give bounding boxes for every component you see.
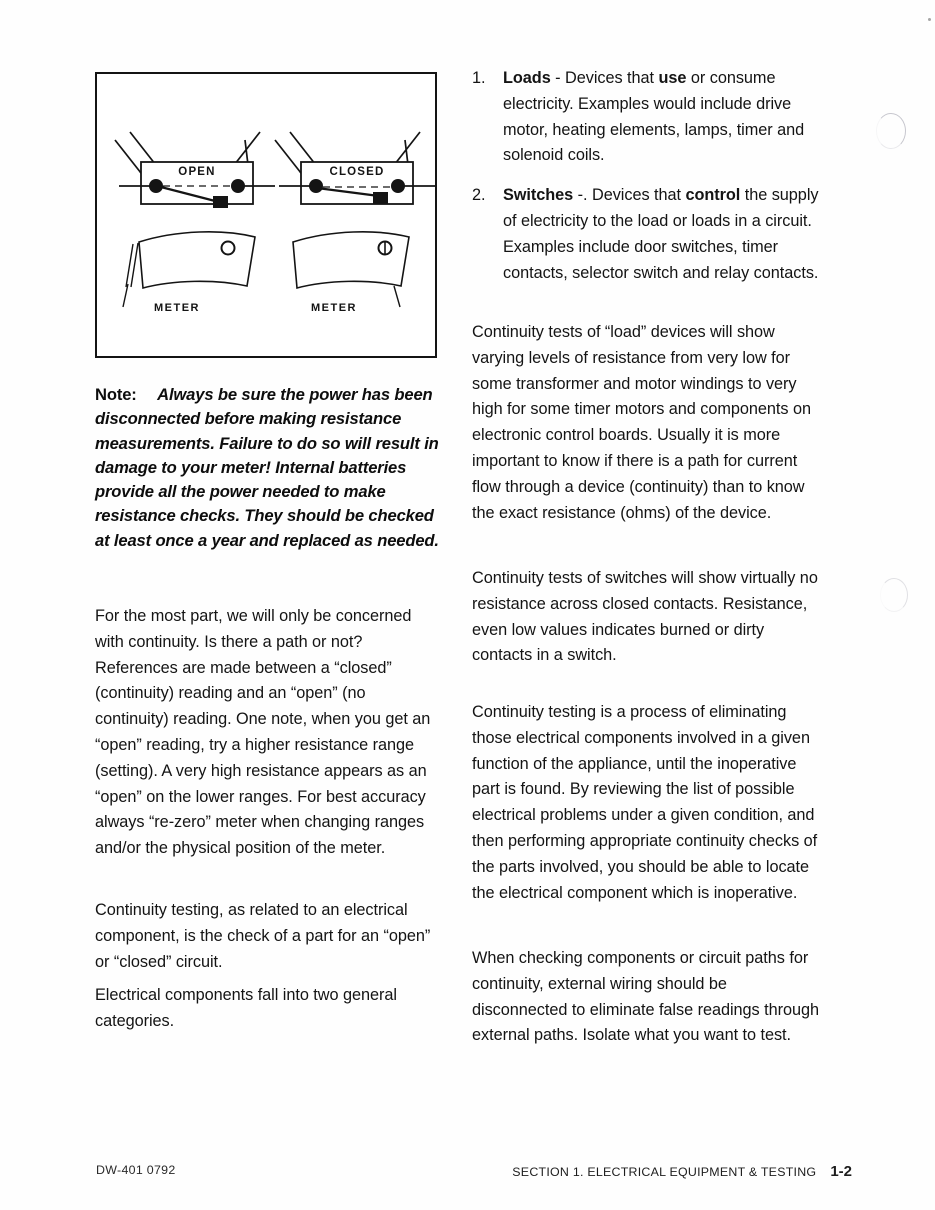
meter-open — [123, 232, 255, 307]
footer-page-number: 1-2 — [830, 1163, 852, 1180]
footer-document-code: DW-401 0792 — [96, 1163, 176, 1177]
paragraph-two-categories: Electrical components fall into two general categories. — [95, 986, 397, 1030]
contact-block-closed — [373, 192, 388, 204]
meter-label-open: METER — [154, 302, 200, 314]
list-emphasis-use: use — [658, 69, 687, 87]
list-text-switches-post: the supply of electricity to the load or loads in a circuit. Examples include door switches, timer contacts, selector switch and relay contacts. — [503, 186, 819, 282]
switch-label-closed: CLOSED — [329, 166, 385, 178]
page-footer — [0, 1163, 935, 1187]
list-item-loads — [472, 66, 824, 169]
note-block — [95, 383, 443, 553]
list-text-loads-pre: Devices that — [565, 69, 659, 87]
list-dash-switches: -. — [573, 186, 592, 205]
footer-section-info — [472, 1163, 852, 1180]
list-number-2: 2. — [472, 186, 486, 205]
paragraph-external-wiring: When checking components or circuit paths for continuity, external wiring should be disconnected to eliminate false readings through external paths. Isolate what you want to test. — [472, 949, 819, 1045]
contact-block-open — [213, 196, 228, 208]
meter-closed — [293, 232, 409, 307]
figure-continuity-diagram — [95, 72, 437, 358]
meter-needle-closed — [394, 286, 400, 307]
meter-pivot-open — [222, 242, 235, 255]
terminal-right-closed — [391, 179, 405, 193]
paragraph-continuity-basics: For the most part, we will only be concerned with continuity. Is there a path or not? References are made between a “closed” (continuity) reading and an “open” (no continuity) reading. One note, when you get an “open” reading, try a higher resistance range (setting). A very high resistance appears as an “open” on the lower ranges. For best accuracy always “re-zero” meter when changing ranges and/or the physical position of the meter. — [95, 607, 431, 858]
footer-section-title: SECTION 1. ELECTRICAL EQUIPMENT & TESTING — [512, 1165, 817, 1179]
terminal-right-open — [231, 179, 245, 193]
scan-ring-artifact-middle — [880, 578, 908, 612]
terminal-left-open — [149, 179, 163, 193]
paragraph-continuity-definition: Continuity testing, as related to an electrical component, is the check of a part for an “open” or “closed” circuit. — [95, 901, 431, 971]
note-text: Always be sure the power has been disconnected before making resistance measurements. Failure to do so will result in damage to your meter! Internal batteries provide all the power needed to make resistance checks. They should be checked at least once a year and replaced as needed. — [95, 385, 439, 550]
list-text-switches-pre: Devices that — [591, 186, 686, 205]
list-emphasis-control: control — [685, 186, 741, 205]
paragraph-load-device-tests: Continuity tests of “load” devices will show varying levels of resistance from very low for some transformer and motor windings to very high for some timer motors and components on electronic control boards. Usually it is more important to know if there is a path for current flow through a device (continuity) than to know the exact resistance (ohms) of the device. — [472, 323, 811, 522]
switch-label-open: OPEN — [178, 166, 216, 178]
list-text-loads-post: or consume electricity. Examples would include drive motor, heating elements, lamps, timer and solenoid coils. — [503, 69, 805, 165]
scan-ring-artifact-top — [876, 113, 906, 149]
list-term-loads: Loads — [503, 69, 551, 87]
list-item-switches — [472, 183, 824, 286]
list-number-1: 1. — [472, 69, 486, 87]
figure-svg — [97, 74, 435, 356]
list-dash-loads: - — [550, 69, 566, 87]
scan-speck-artifact — [928, 18, 931, 21]
meter-label-closed: METER — [311, 302, 357, 314]
paragraph-switch-tests: Continuity tests of switches will show virtually no resistance across closed contacts. Resistance, even low values indicates burned or dirty contacts in a switch. — [472, 569, 818, 665]
component-categories-list — [472, 66, 824, 300]
terminal-left-closed — [309, 179, 323, 193]
note-label: Note: — [95, 385, 137, 404]
meter-needle-open — [123, 284, 128, 307]
list-term-switches: Switches — [503, 186, 574, 205]
paragraph-elimination-process: Continuity testing is a process of eliminating those electrical components involved in a given function of the appliance, until the inoperative part is found. By reviewing the list of possible electrical problems under a given condition, and then performing appropriate continuity checks of the parts involved, you should be able to locate the electrical component which is inoperative. — [472, 703, 818, 902]
